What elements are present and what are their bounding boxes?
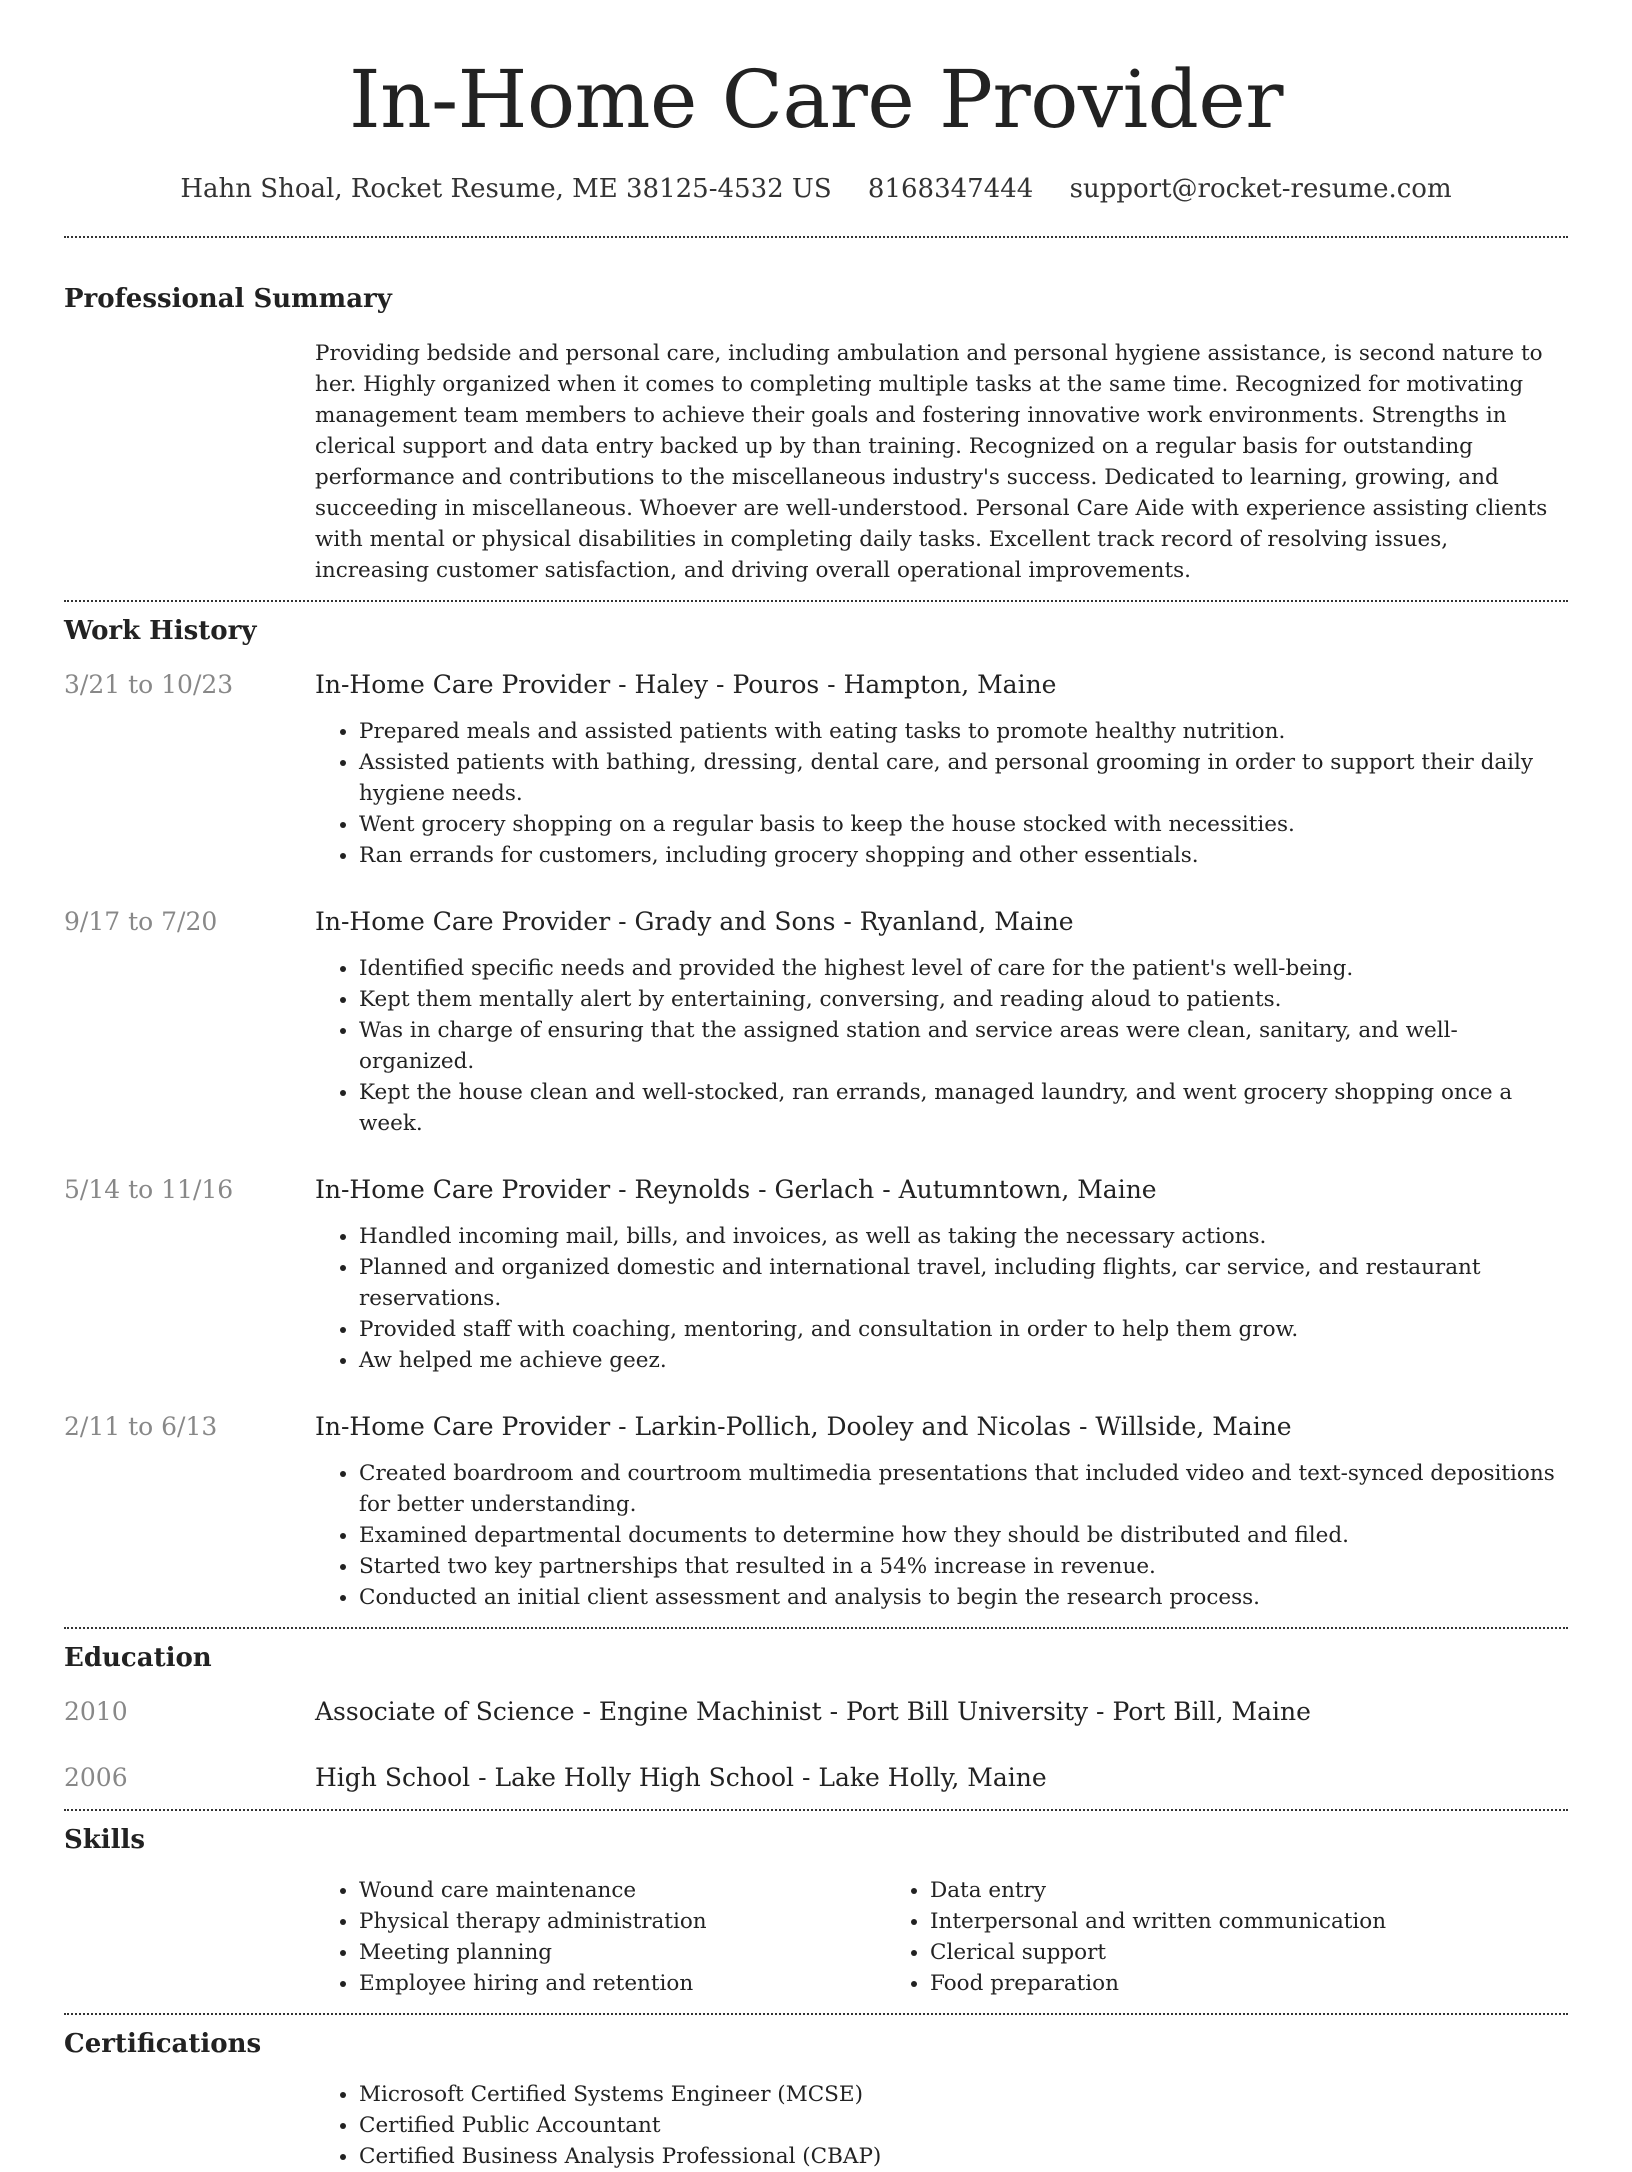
job-bullet: • Created boardroom and courtroom multimedia presentations that included video and text-synced depositions for better understanding. (359, 1458, 1568, 1520)
skill-item: • Employee hiring and retention (359, 1968, 886, 1999)
job-bullet: • Identified specific needs and provided the highest level of care for the patient's well-being. (359, 953, 1568, 984)
education-year: 2010 (64, 1697, 128, 1726)
education-entry (64, 1695, 1568, 1729)
job-bullet: • Ran errands for customers, including grocery shopping and other essentials. (359, 840, 1568, 871)
job-dates: 3/21 to 10/23 (64, 670, 234, 699)
skills-list (315, 1875, 1568, 1999)
job-dates: 9/17 to 7/20 (64, 907, 218, 936)
education-body (315, 1761, 1568, 1795)
skills-column (315, 1875, 886, 1999)
skill-item: • Data entry (930, 1875, 1568, 1906)
job-bullet: • Assisted patients with bathing, dressing, dental care, and personal grooming in order to support their daily hygiene needs. (359, 747, 1568, 809)
skill-item: • Interpersonal and written communication (930, 1906, 1568, 1937)
certification-item: • Certified Business Analysis Professional (CBAP) (359, 2141, 1568, 2172)
certification-bullets (359, 2079, 1568, 2172)
work-history-section-title: Work History (64, 616, 257, 646)
certification-item: • Certified Public Accountant (359, 2110, 1568, 2141)
contact-address: Hahn Shoal, Rocket Resume, ME 38125-4532 US (180, 174, 832, 204)
skill-item: • Clerical support (930, 1937, 1568, 1968)
education-heading: Associate of Science - Engine Machinist - Port Bill University - Port Bill, Maine (315, 1697, 1311, 1726)
job-bullets (359, 1221, 1568, 1376)
job-heading: In-Home Care Provider - Grady and Sons - Ryanland, Maine (315, 907, 1074, 936)
job-body (315, 668, 1568, 871)
skills-section-title: Skills (64, 1825, 146, 1855)
job-bullet: • Provided staff with coaching, mentoring, and consultation in order to help them grow. (359, 1314, 1568, 1345)
job-bullet: • Was in charge of ensuring that the assigned station and service areas were clean, sanitary, and well-organized. (359, 1015, 1568, 1077)
job-bullets (359, 716, 1568, 871)
job-body (315, 1410, 1568, 1613)
candidate-name: In-Home Care Provider (349, 53, 1283, 146)
job-heading: In-Home Care Provider - Haley - Pouros - Hampton, Maine (315, 670, 1057, 699)
job-entry (64, 1410, 1568, 1613)
job-dates: 5/14 to 11/16 (64, 1175, 234, 1204)
certifications-list (315, 2079, 1568, 2172)
job-bullet: • Examined departmental documents to determine how they should be distributed and filed. (359, 1520, 1568, 1551)
job-body (315, 905, 1568, 1139)
summary-section-title: Professional Summary (64, 284, 392, 314)
job-bullet: • Kept them mentally alert by entertaining, conversing, and reading aloud to patients. (359, 984, 1568, 1015)
certifications-section-title: Certifications (64, 2029, 262, 2059)
education-entry (64, 1761, 1568, 1795)
skill-item: • Physical therapy administration (359, 1906, 886, 1937)
job-bullet: • Planned and organized domestic and international travel, including flights, car service, and restaurant reservations. (359, 1252, 1568, 1314)
job-bullet: • Prepared meals and assisted patients with eating tasks to promote healthy nutrition. (359, 716, 1568, 747)
education-heading: High School - Lake Holly High School - Lake Holly, Maine (315, 1763, 1047, 1792)
job-heading: In-Home Care Provider - Larkin-Pollich, Dooley and Nicolas - Willside, Maine (315, 1412, 1292, 1441)
job-bullet: • Aw helped me achieve geez. (359, 1345, 1568, 1376)
skills-column (886, 1875, 1568, 1999)
job-dates: 2/11 to 6/13 (64, 1412, 218, 1441)
job-entry (64, 905, 1568, 1139)
job-bullet: • Went grocery shopping on a regular basis to keep the house stocked with necessities. (359, 809, 1568, 840)
section-divider (64, 600, 1568, 602)
education-year: 2006 (64, 1763, 128, 1792)
job-heading: In-Home Care Provider - Reynolds - Gerlach - Autumntown, Maine (315, 1175, 1157, 1204)
section-divider (64, 1627, 1568, 1629)
contact-phone: 8168347444 (867, 174, 1034, 204)
skill-item: • Meeting planning (359, 1937, 886, 1968)
section-divider (64, 1809, 1568, 1811)
section-divider (64, 2013, 1568, 2015)
skill-item: • Food preparation (930, 1968, 1568, 1999)
job-bullet: • Started two key partnerships that resulted in a 54% increase in revenue. (359, 1551, 1568, 1582)
job-bullets (359, 1458, 1568, 1613)
education-section-title: Education (64, 1643, 212, 1673)
job-bullets (359, 953, 1568, 1139)
job-body (315, 1173, 1568, 1376)
skills-bullets (359, 1875, 886, 1999)
education-body (315, 1695, 1568, 1729)
job-bullet: • Conducted an initial client assessment and analysis to begin the research process. (359, 1582, 1568, 1613)
skills-bullets (930, 1875, 1568, 1999)
certification-item: • Microsoft Certified Systems Engineer (MCSE) (359, 2079, 1568, 2110)
contact-email: support@rocket-resume.com (1069, 174, 1452, 204)
job-bullet: • Kept the house clean and well-stocked, ran errands, managed laundry, and went grocery shopping once a week. (359, 1077, 1568, 1139)
skill-item: • Wound care maintenance (359, 1875, 886, 1906)
section-divider (64, 236, 1568, 238)
contact-line (64, 172, 1568, 206)
job-bullet: • Handled incoming mail, bills, and invoices, as well as taking the necessary actions. (359, 1221, 1568, 1252)
job-entry (64, 668, 1568, 871)
job-entry (64, 1173, 1568, 1376)
summary-text: Providing bedside and personal care, including ambulation and personal hygiene assistance, is second nature to her. Highly organized when it comes to completing multiple tasks at the same time. Recognized for motivating management team members to achieve their goals and fostering innovative work environments. Strengths in clerical support and data entry backed up by than training. Recognized on a regular basis for outstanding performance and contributions to the miscellaneous industry's success. Dedicated to learning, growing, and succeeding in miscellaneous. Whoever are well-understood. Personal Care Aide with experience assisting clients with mental or physical disabilities in completing daily tasks. Excellent track record of resolving issues, increasing customer satisfaction, and driving overall operational improvements. (315, 341, 1548, 583)
